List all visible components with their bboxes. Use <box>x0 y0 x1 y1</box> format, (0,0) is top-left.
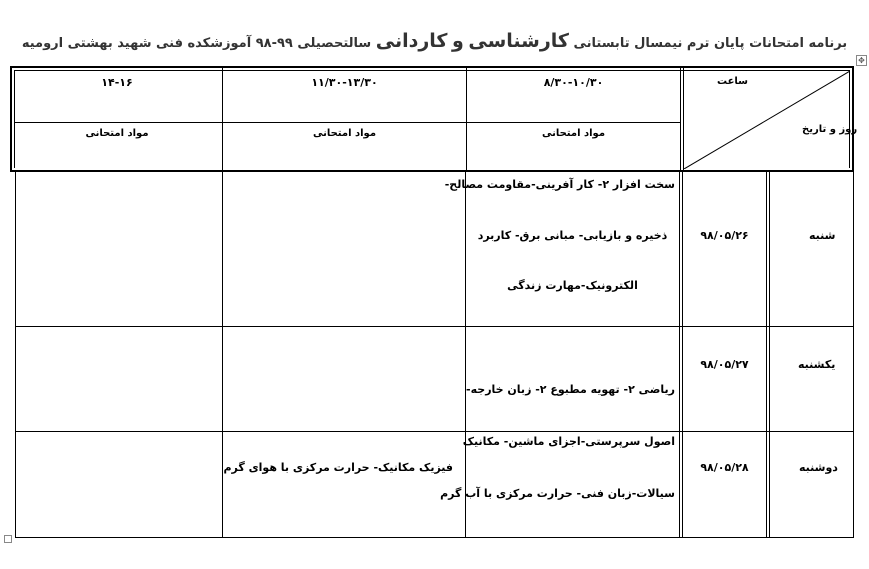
row3-date: ۹۸/۰۵/۲۸ <box>700 461 749 474</box>
slot3-time: ۱۴-۱۶ <box>101 76 133 89</box>
table-move-handle-icon[interactable]: ✥ <box>856 55 867 66</box>
row1-slot1-line3: الکترونیک-مهارت زندگی <box>507 279 638 292</box>
body-border-bottom <box>15 537 854 538</box>
schedule-header <box>10 66 858 172</box>
header-col-sep-3 <box>680 68 681 172</box>
row1-date: ۹۸/۰۵/۲۶ <box>700 229 749 242</box>
row1-slot1-line2: ذخیره و بازیابی- مبانی برق- کاربرد <box>477 229 668 242</box>
col-sep-3b <box>682 171 683 538</box>
table-resize-handle-icon[interactable] <box>4 535 12 543</box>
row2-day: یکشنبه <box>798 358 836 371</box>
page-title <box>0 30 869 52</box>
body-border-left <box>15 171 16 538</box>
slot2-subject-label: مواد امتحانی <box>312 128 377 139</box>
body-border-right <box>853 171 854 538</box>
title-part1: برنامه امتحانات پایان ترم نیمسال تابستانی <box>573 36 848 51</box>
col-sep-4 <box>766 171 767 538</box>
header-row-separator <box>14 122 681 123</box>
row3-slot1-line2: سیالات-زبان فنی- حرارت مرکزی با آب گرم <box>440 487 675 500</box>
schedule-body <box>15 171 854 538</box>
row-sep-1 <box>15 326 854 327</box>
row3-day: دوشنبه <box>799 461 838 474</box>
title-karshenasi: کارشناسی <box>468 30 569 52</box>
row3-slot1-line1: اصول سرپرستی-اجزای ماشین- مکانیک <box>462 435 675 448</box>
slot2-time: ۱۱/۳۰-۱۳/۳۰ <box>311 76 378 89</box>
row2-slot1-line1: ریاضی ۲- تهویه مطبوع ۲- زبان خارجه- <box>466 383 675 396</box>
row3-slot2: فیزیک مکانیک- حرارت مرکزی با هوای گرم <box>223 461 453 474</box>
row1-day: شنبه <box>809 229 836 242</box>
time-label: ساعت <box>717 76 749 87</box>
title-kardani: کاردانی <box>375 30 448 52</box>
slot3-subject-label: مواد امتحانی <box>85 128 149 139</box>
col-sep-1 <box>222 171 223 538</box>
title-part2: سالتحصیلی ۹۹-۹۸ آموزشکده فنی شهید بهشتی ارومیه <box>21 36 372 51</box>
slot1-time: ۸/۳۰-۱۰/۳۰ <box>543 76 604 89</box>
col-sep-4b <box>769 171 770 538</box>
col-sep-3 <box>679 171 680 538</box>
header-diagonal <box>684 71 850 169</box>
col-sep-2 <box>465 171 466 538</box>
row-sep-2 <box>15 431 854 432</box>
row2-date: ۹۸/۰۵/۲۷ <box>700 358 749 371</box>
day-date-label: روز و تاریخ <box>802 124 858 135</box>
slot1-subject-label: مواد امتحانی <box>541 128 606 139</box>
title-and: و <box>452 30 464 52</box>
row1-slot1-line1: سخت افزار ۲- کار آفرینی-مقاومت مصالح- <box>444 178 675 191</box>
